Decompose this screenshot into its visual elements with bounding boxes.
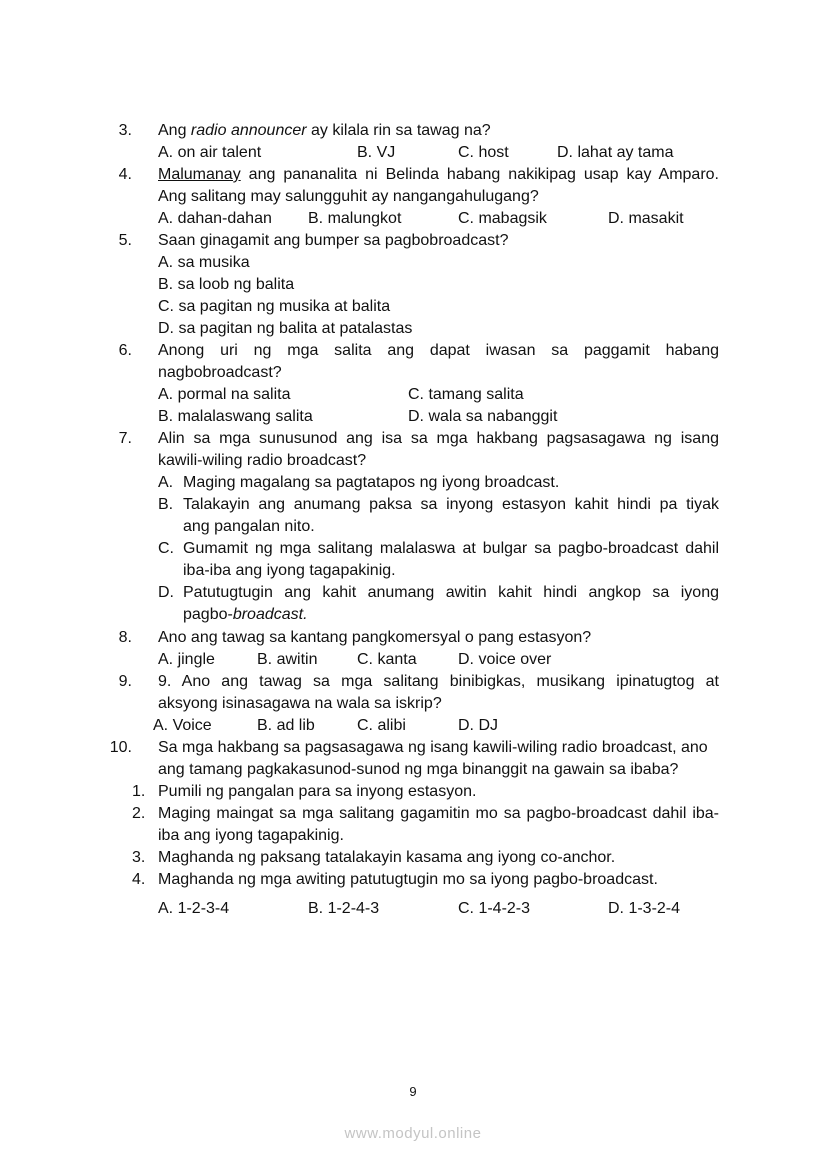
option-c-line-1: Gumamit ng mga salitang malalaswa at bulgar sa pagbo-broadcast dahil xyxy=(183,540,719,557)
option-b: B. awitin xyxy=(257,651,318,668)
step-number: 1. xyxy=(132,783,146,800)
option-a: A. sa musika xyxy=(158,254,250,271)
option-a: A. dahan-dahan xyxy=(158,210,272,227)
question-number: 5. xyxy=(118,232,132,249)
question-9-line-2: aksyong isinasagawa na wala sa iskrip? xyxy=(158,695,442,712)
step-number: 2. xyxy=(132,805,146,822)
option-c-line-2: iba-iba ang iyong tagapakinig. xyxy=(183,562,396,579)
step-text: Maghanda ng paksang tatalakayin kasama ang iyong co-anchor. xyxy=(158,849,616,866)
option-b-line-1: Talakayin ang anumang paksa sa inyong estasyon kahit hindi pa tiyak xyxy=(183,496,719,513)
step-text: Maging maingat sa mga salitang gagamitin mo sa pagbo-broadcast dahil iba- xyxy=(158,805,719,822)
question-10-line-1: Sa mga hakbang sa pagsasagawa ng isang kawili-wiling radio broadcast, ano xyxy=(158,739,708,756)
option-c: C. kanta xyxy=(357,651,417,668)
option-a: A. on air talent xyxy=(158,144,262,161)
option-d: D. sa pagitan ng balita at patalastas xyxy=(158,320,413,337)
option-a: A. jingle xyxy=(158,651,215,668)
option-c: C. sa pagitan ng musika at balita xyxy=(158,298,391,315)
option-a-letter: A. xyxy=(158,474,174,491)
question-3-text: Ang radio announcer ay kilala rin sa tawag na? xyxy=(158,122,491,139)
option-a: A. Voice xyxy=(153,717,212,734)
option-b-letter: B. xyxy=(158,496,174,513)
option-d-line-1: Patutugtugin ang kahit anumang awitin kahit hindi angkop sa iyong xyxy=(183,584,719,601)
option-b-line-2: ang pangalan nito. xyxy=(183,518,315,535)
step-text: Pumili ng pangalan para sa inyong estasyon. xyxy=(158,783,477,800)
question-10-line-2: ang tamang pagkakasunod-sunod ng mga binanggit na gawain sa ibaba? xyxy=(158,761,679,778)
italic-term: radio announcer xyxy=(190,122,307,139)
option-c: C. host xyxy=(458,144,509,161)
option-b: B. malungkot xyxy=(308,210,402,227)
question-4-line-2: Ang salitang may salungguhit ay nangangahulugang? xyxy=(158,188,539,205)
step-number: 4. xyxy=(132,871,146,888)
step-4 xyxy=(0,869,826,891)
question-4-options xyxy=(0,208,826,230)
question-9-line-1: 9. Ano ang tawag sa mga salitang binibigkas, musikang ipinatugtog at xyxy=(158,673,719,690)
question-4-line-1: Malumanay ang pananalita ni Belinda habang nakikipag usap kay Amparo. xyxy=(158,166,719,183)
question-6-line-2: nagbobroadcast? xyxy=(158,364,282,381)
step-2-line-2: iba ang iyong tagapakinig. xyxy=(158,827,344,844)
option-b: B. VJ xyxy=(357,144,396,161)
step-1 xyxy=(0,781,826,803)
option-b: B. sa loob ng balita xyxy=(158,276,295,293)
option-d-line-2: pagbo-broadcast. xyxy=(183,606,308,623)
option-c: C. alibi xyxy=(357,717,406,734)
question-8-text: Ano ang tawag sa kantang pangkomersyal o pang estasyon? xyxy=(158,629,592,646)
question-7-line-2: kawili-wiling radio broadcast? xyxy=(158,452,367,469)
option-c: C. tamang salita xyxy=(408,386,524,403)
question-6-options-row-1 xyxy=(0,384,826,406)
option-c-letter: C. xyxy=(158,540,174,557)
option-d: D. lahat ay tama xyxy=(557,144,674,161)
underlined-word: Malumanay xyxy=(158,166,241,183)
option-d: D. 1-3-2-4 xyxy=(608,900,681,917)
question-9-options xyxy=(0,715,826,737)
question-number: 10. xyxy=(109,739,132,756)
option-d: D. masakit xyxy=(608,210,684,227)
question-6-options-row-2 xyxy=(0,406,826,428)
step-2 xyxy=(0,803,826,825)
step-3 xyxy=(0,847,826,869)
step-text: Maghanda ng mga awiting patutugtugin mo sa iyong pagbo-broadcast. xyxy=(158,871,658,888)
question-number: 8. xyxy=(118,629,132,646)
option-a: A. 1-2-3-4 xyxy=(158,900,230,917)
option-b: B. ad lib xyxy=(257,717,315,734)
option-b: B. malalaswang salita xyxy=(158,408,313,425)
question-8-options xyxy=(0,649,826,671)
question-number: 7. xyxy=(118,430,132,447)
option-d-letter: D. xyxy=(158,584,174,601)
question-number: 3. xyxy=(118,122,132,139)
question-10-options xyxy=(0,898,826,920)
question-6-line-1: Anong uri ng mga salita ang dapat iwasan sa paggamit habang xyxy=(158,342,719,359)
option-d: D. DJ xyxy=(458,717,498,734)
watermark: www.modyul.online xyxy=(344,1125,482,1142)
option-a: A. pormal na salita xyxy=(158,386,291,403)
option-d: D. wala sa nabanggit xyxy=(408,408,558,425)
option-a: Maging magalang sa pagtatapos ng iyong broadcast. xyxy=(183,474,560,491)
question-number: 4. xyxy=(118,166,132,183)
option-b: B. 1-2-4-3 xyxy=(308,900,380,917)
question-3-options xyxy=(0,142,826,164)
step-number: 3. xyxy=(132,849,146,866)
option-c: C. mabagsik xyxy=(458,210,547,227)
option-c: C. 1-4-2-3 xyxy=(458,900,531,917)
question-number: 6. xyxy=(118,342,132,359)
question-5-text: Saan ginagamit ang bumper sa pagbobroadcast? xyxy=(158,232,509,249)
italic-term: broadcast. xyxy=(232,606,308,623)
question-number: 9. xyxy=(118,673,132,690)
option-d: D. voice over xyxy=(458,651,552,668)
question-7-line-1: Alin sa mga sunusunod ang isa sa mga hakbang pagsasagawa ng isang xyxy=(158,430,719,447)
page-number: 9 xyxy=(409,1084,417,1099)
